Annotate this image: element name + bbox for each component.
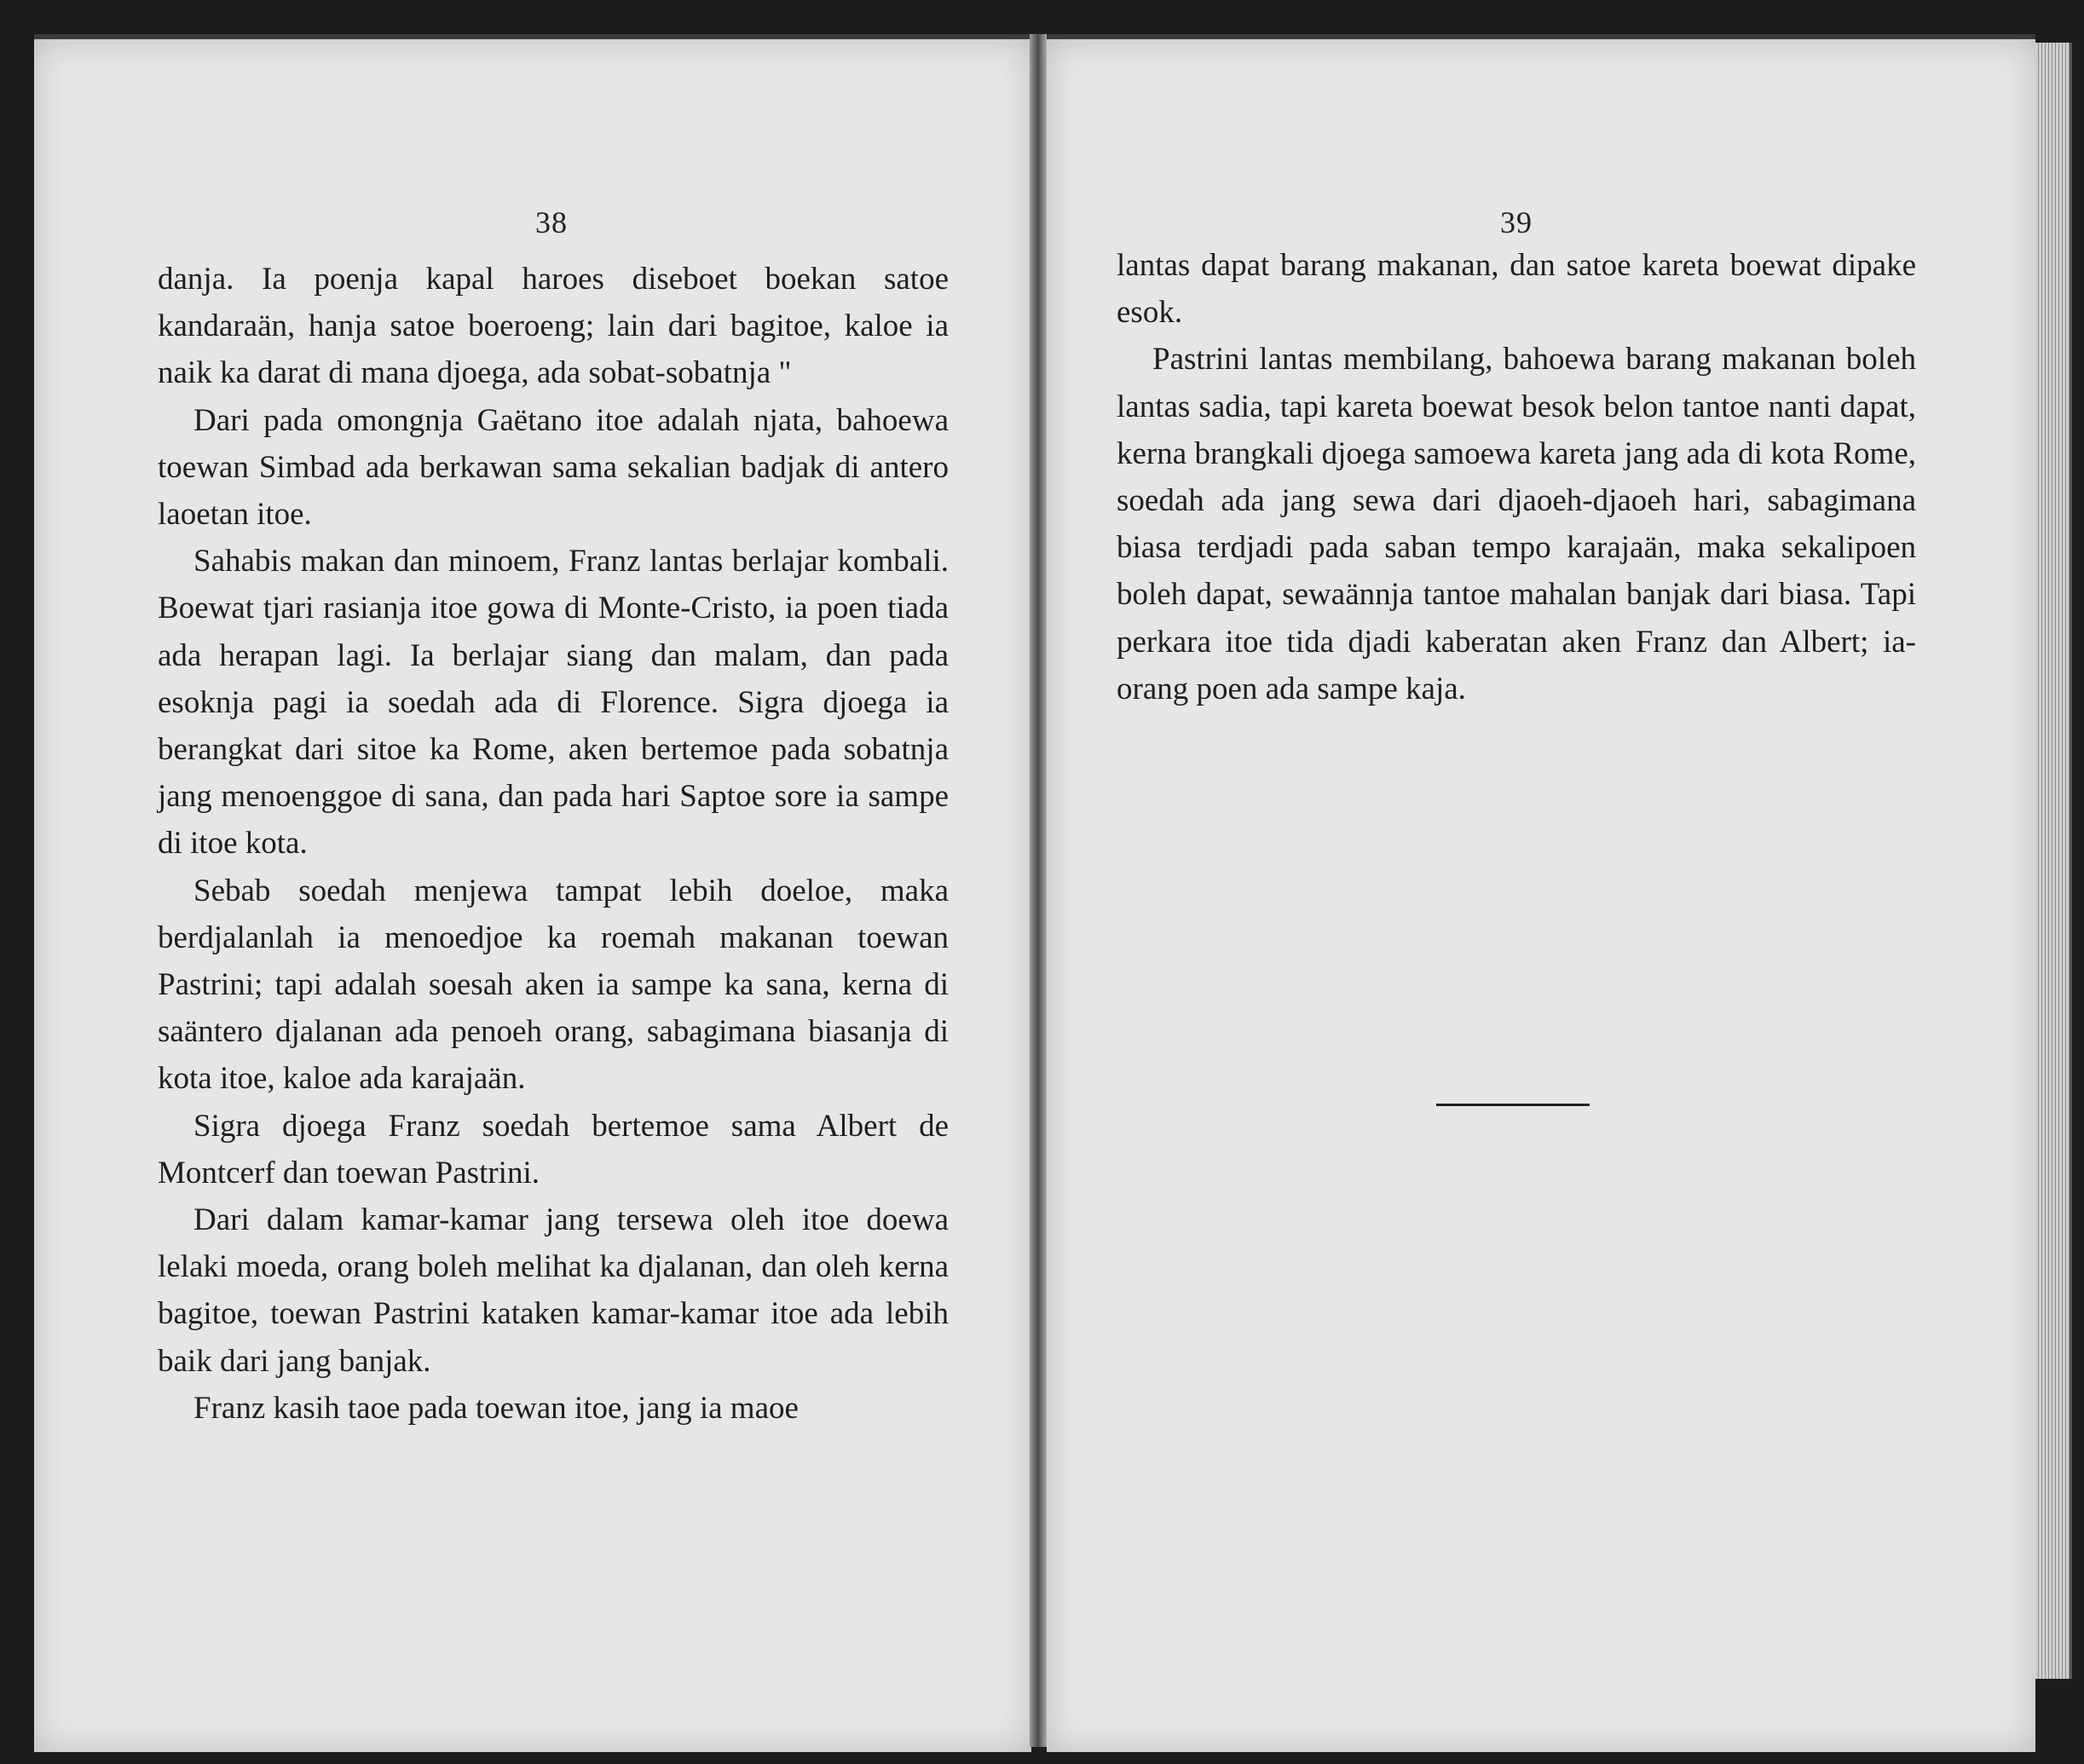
paragraph: Sebab soedah menjewa tampat lebih doeloe, maka berdjalanlah ia menoedjoe ka roemah makanan toewan Pastrini; tapi adalah soesah aken ia sampe ka sana, kerna di saäntero djalanan ada penoeh orang, sabagimana biasanja di kota itoe, kaloe ada karajaän. [158,873,949,1097]
paragraph: Sahabis makan dan minoem, Franz lantas berlajar kombali. Boewat tjari rasianja itoe gowa di Monte-Cristo, ia poen tiada ada herapan lagi. Ia berlajar siang dan malam, dan pada esoknja pagi ia soedah ada di Florence. Sigra djoega ia berangkat dari sitoe ka Rome, aken bertemoe pada sobatnja jang menoenggoe di sana, dan pada hari Saptoe sore ia sampe di itoe kota. [158,544,949,862]
paragraph: Sigra djoega Franz soedah bertemoe sama Albert de Montcerf dan toewan Pastrini. [158,1108,949,1190]
right-page-number: 39 [1500,205,1533,239]
left-page-number: 38 [535,205,568,239]
book-gutter [1030,34,1048,1747]
left-page-text [158,256,949,1432]
paragraph: Dari pada omongnja Gaëtano itoe adalah njata, bahoewa toewan Simbad ada berkawan sama sekalian badjak di antero laoetan itoe. [158,402,949,533]
page-edges [2035,43,2072,1679]
paragraph: danja. Ia poenja kapal haroes diseboet boekan satoe kandaraän, hanja satoe boeroeng; lain dari bagitoe, kaloe ia naik ka darat di mana djoega, ada sobat-sobatnja " [158,262,949,391]
paragraph: Dari dalam kamar-kamar jang tersewa oleh itoe doewa lelaki moeda, orang boleh melihat ka djalanan, dan oleh kerna bagitoe, toewan Pastrini kataken kamar-kamar itoe ada lebih baik dari jang banjak. [158,1202,949,1379]
right-page-text [1117,242,1916,712]
paragraph: Franz kasih taoe pada toewan itoe, jang ia maoe [193,1390,799,1426]
paragraph: Pastrini lantas membilang, bahoewa barang makanan boleh lantas sadia, tapi kareta boewat besok belon tantoe nanti dapat, kerna brangkali djoega samoewa kareta jang ada di kota Rome, soedah ada jang sewa dari djaoeh-djaoeh hari, sabagimana biasa terdjadi pada saban tempo karajaän, maka sekalipoen boleh dapat, sewaännja tantoe mahalan banjak dari biasa. Tapi perkara itoe tida djadi kaberatan aken Franz dan Albert; ia-orang poen ada sampe kaja. [1117,342,1916,706]
chapter-end-rule [1436,1104,1590,1106]
paragraph: lantas dapat barang makanan, dan satoe kareta boewat dipake esok. [1117,248,1916,331]
